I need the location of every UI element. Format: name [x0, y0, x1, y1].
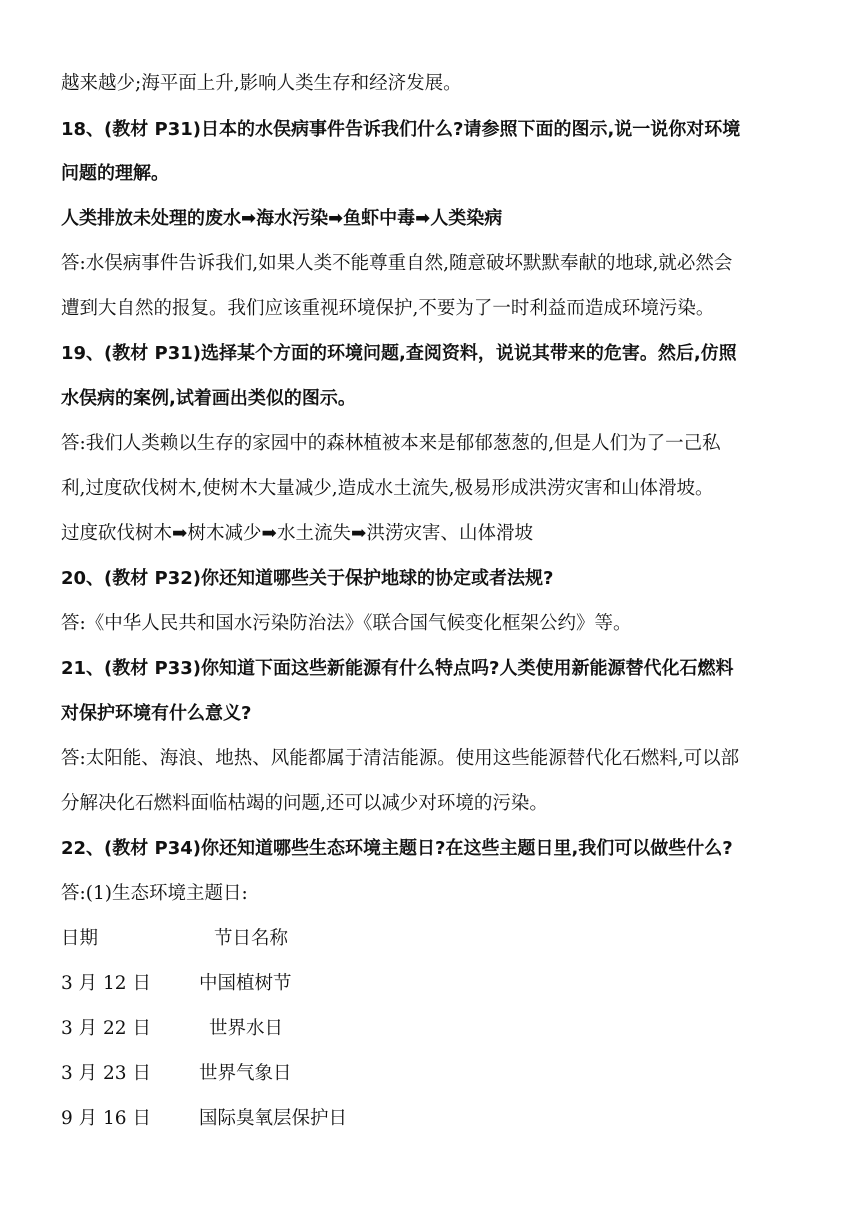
answer-19-line-1: 答:我们人类赖以生存的家园中的森林植被本来是郁郁葱葱的,但是人们为了一己私: [61, 433, 721, 454]
table-header-date: 日期: [61, 928, 99, 949]
answer-22-intro: 答:(1)生态环境主题日:: [61, 883, 248, 904]
table-row: [61, 1061, 292, 1087]
question-18-heading: 18、(教材 P31)日本的水俣病事件告诉我们什么?请参照下面的图示,说一说你对环境: [61, 119, 741, 140]
table-row-name: 世界气象日: [199, 1063, 292, 1084]
table-row: [61, 971, 292, 997]
answer-18-line-1: 答:水俣病事件告诉我们,如果人类不能尊重自然,随意破坏默默奉献的地球,就必然会: [61, 253, 733, 274]
question-19-heading: 19、(教材 P31)选择某个方面的环境问题,查阅资料，说说其带来的危害。然后,仿照: [61, 343, 737, 364]
table-row-name: 中国植树节: [199, 973, 292, 994]
answer-19-diagram-text: 过度砍伐树木➡树木减少➡水土流失➡洪涝灾害、山体滑坡: [61, 523, 534, 544]
question-21-heading-cont: 对保护环境有什么意义?: [61, 703, 252, 724]
question-19-heading-cont: 水俣病的案例,试着画出类似的图示。: [61, 388, 356, 409]
question-21-heading: 21、(教材 P33)你知道下面这些新能源有什么特点吗?人类使用新能源替代化石燃料: [61, 658, 734, 679]
answer-21-line-1: 答:太阳能、海浪、地热、风能都属于清洁能源。使用这些能源替代化石燃料,可以部: [61, 748, 740, 769]
table-row-date: 9 月 16 日: [61, 1108, 151, 1129]
question-18-diagram-text: 人类排放未处理的废水➡海水污染➡鱼虾中毒➡人类染病: [61, 208, 503, 229]
question-22-heading: 22、(教材 P34)你还知道哪些生态环境主题日?在这些主题日里,我们可以做些什么?: [61, 838, 733, 859]
question-18-heading-cont: 问题的理解。: [61, 163, 169, 184]
table-row: [61, 1106, 348, 1132]
paragraph-line: 越来越少;海平面上升,影响人类生存和经济发展。: [61, 73, 462, 94]
table-row-date: 3 月 12 日: [61, 973, 151, 994]
table-row: [61, 1016, 284, 1042]
table-row-date: 3 月 23 日: [61, 1063, 151, 1084]
table-header: [61, 926, 289, 952]
answer-20: 答:《中华人民共和国水污染防治法》《联合国气候变化框架公约》等。: [61, 613, 632, 634]
table-row-date: 3 月 22 日: [61, 1018, 151, 1039]
question-20-heading: 20、(教材 P32)你还知道哪些关于保护地球的协定或者法规?: [61, 568, 554, 589]
answer-19-line-2: 利,过度砍伐树木,使树木大量减少,造成水土流失,极易形成洪涝灾害和山体滑坡。: [61, 478, 714, 499]
table-row-name: 世界水日: [209, 1018, 284, 1039]
table-row-name: 国际臭氧层保护日: [199, 1108, 348, 1129]
table-header-name: 节日名称: [214, 928, 289, 949]
answer-21-line-2: 分解决化石燃料面临枯竭的问题,还可以减少对环境的污染。: [61, 793, 548, 814]
answer-18-line-2: 遭到大自然的报复。我们应该重视环境保护,不要为了一时利益而造成环境污染。: [61, 298, 715, 319]
